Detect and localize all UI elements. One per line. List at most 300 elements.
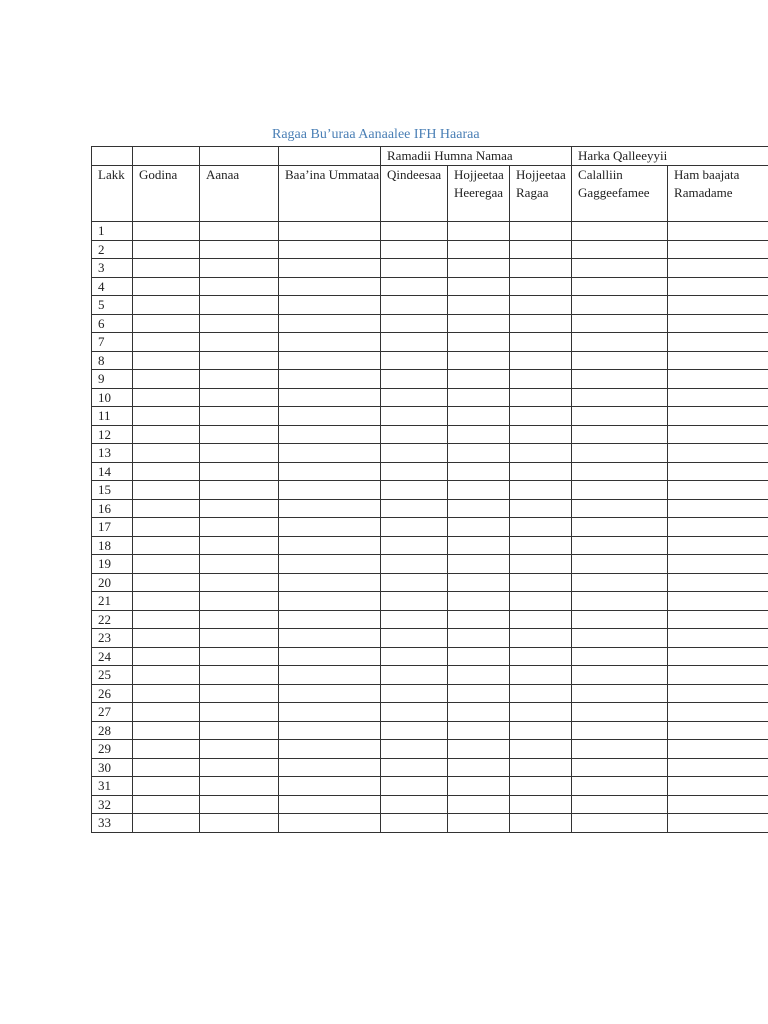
data-cell[interactable] [448, 296, 510, 315]
data-cell[interactable] [279, 259, 381, 278]
data-cell[interactable] [510, 536, 572, 555]
data-cell[interactable] [200, 425, 279, 444]
data-cell[interactable] [448, 259, 510, 278]
data-cell[interactable] [279, 277, 381, 296]
data-cell[interactable] [133, 629, 200, 648]
data-cell[interactable] [279, 555, 381, 574]
row-number: 27 [92, 703, 133, 722]
data-cell[interactable] [200, 222, 279, 241]
data-cell[interactable] [448, 370, 510, 389]
data-cell[interactable] [448, 758, 510, 777]
data-cell[interactable] [572, 555, 668, 574]
data-cell[interactable] [381, 647, 448, 666]
data-cell[interactable] [381, 777, 448, 796]
data-cell[interactable] [133, 703, 200, 722]
data-cell[interactable] [448, 462, 510, 481]
data-cell[interactable] [200, 555, 279, 574]
empty-header-cell[interactable] [133, 147, 200, 166]
data-cell[interactable] [668, 629, 768, 648]
data-cell[interactable] [200, 666, 279, 685]
data-cell[interactable] [572, 647, 668, 666]
data-cell[interactable] [381, 314, 448, 333]
data-cell[interactable] [448, 222, 510, 241]
data-cell[interactable] [668, 425, 768, 444]
data-cell[interactable] [448, 444, 510, 463]
data-cell[interactable] [510, 703, 572, 722]
data-cell[interactable] [510, 462, 572, 481]
data-cell[interactable] [510, 629, 572, 648]
data-cell[interactable] [572, 592, 668, 611]
table-row [92, 425, 768, 444]
data-cell[interactable] [381, 592, 448, 611]
data-cell[interactable] [510, 388, 572, 407]
data-cell[interactable] [510, 351, 572, 370]
data-cell[interactable] [510, 481, 572, 500]
data-cell[interactable] [510, 425, 572, 444]
data-cell[interactable] [448, 555, 510, 574]
data-cell[interactable] [279, 777, 381, 796]
data-cell[interactable] [668, 314, 768, 333]
data-cell[interactable] [572, 629, 668, 648]
data-cell[interactable] [279, 333, 381, 352]
empty-header-cell[interactable] [279, 147, 381, 166]
data-cell[interactable] [279, 370, 381, 389]
row-number: 2 [92, 240, 133, 259]
data-cell[interactable] [668, 758, 768, 777]
register-table [91, 146, 768, 833]
data-cell[interactable] [381, 296, 448, 315]
data-cell[interactable] [668, 592, 768, 611]
data-cell[interactable] [510, 370, 572, 389]
data-cell[interactable] [572, 814, 668, 833]
data-cell[interactable] [279, 314, 381, 333]
data-cell[interactable] [572, 721, 668, 740]
data-cell[interactable] [572, 259, 668, 278]
data-cell[interactable] [133, 518, 200, 537]
data-cell[interactable] [572, 240, 668, 259]
data-cell[interactable] [668, 666, 768, 685]
data-cell[interactable] [133, 647, 200, 666]
data-cell[interactable] [133, 555, 200, 574]
data-cell[interactable] [572, 518, 668, 537]
data-cell[interactable] [381, 481, 448, 500]
data-cell[interactable] [381, 425, 448, 444]
data-cell[interactable] [448, 592, 510, 611]
data-cell[interactable] [200, 370, 279, 389]
data-cell[interactable] [510, 777, 572, 796]
data-cell[interactable] [572, 795, 668, 814]
data-cell[interactable] [510, 222, 572, 241]
data-cell[interactable] [572, 462, 668, 481]
data-cell[interactable] [572, 573, 668, 592]
data-cell[interactable] [510, 407, 572, 426]
data-cell[interactable] [200, 351, 279, 370]
data-cell[interactable] [668, 647, 768, 666]
data-cell[interactable] [668, 499, 768, 518]
data-cell[interactable] [510, 573, 572, 592]
data-cell[interactable] [668, 740, 768, 759]
data-cell[interactable] [133, 259, 200, 278]
data-cell[interactable] [381, 351, 448, 370]
data-cell[interactable] [381, 555, 448, 574]
data-cell[interactable] [510, 333, 572, 352]
data-cell[interactable] [510, 296, 572, 315]
data-cell[interactable] [668, 721, 768, 740]
data-cell[interactable] [279, 407, 381, 426]
data-cell[interactable] [200, 518, 279, 537]
data-cell[interactable] [381, 536, 448, 555]
data-cell[interactable] [200, 277, 279, 296]
data-cell[interactable] [448, 536, 510, 555]
data-cell[interactable] [279, 425, 381, 444]
data-cell[interactable] [668, 555, 768, 574]
data-cell[interactable] [668, 536, 768, 555]
data-cell[interactable] [133, 240, 200, 259]
data-cell[interactable] [200, 481, 279, 500]
group-header-row [92, 147, 768, 166]
data-cell[interactable] [572, 351, 668, 370]
data-cell[interactable] [510, 259, 572, 278]
data-cell[interactable] [133, 388, 200, 407]
data-cell[interactable] [510, 814, 572, 833]
data-cell[interactable] [510, 277, 572, 296]
data-cell[interactable] [572, 536, 668, 555]
data-cell[interactable] [448, 721, 510, 740]
data-cell[interactable] [381, 703, 448, 722]
data-cell[interactable] [279, 647, 381, 666]
data-cell[interactable] [510, 444, 572, 463]
data-cell[interactable] [279, 388, 381, 407]
row-number: 15 [92, 481, 133, 500]
data-cell[interactable] [381, 573, 448, 592]
table-row [92, 814, 768, 833]
data-cell[interactable] [448, 814, 510, 833]
data-cell[interactable] [133, 444, 200, 463]
data-cell[interactable] [381, 518, 448, 537]
data-cell[interactable] [668, 407, 768, 426]
data-cell[interactable] [510, 592, 572, 611]
data-cell[interactable] [133, 462, 200, 481]
data-cell[interactable] [200, 592, 279, 611]
row-number: 21 [92, 592, 133, 611]
data-cell[interactable] [200, 240, 279, 259]
data-cell[interactable] [448, 610, 510, 629]
column-header-ham-baajata: Ham baajata Ramadame [668, 166, 768, 222]
data-cell[interactable] [279, 444, 381, 463]
data-cell[interactable] [572, 777, 668, 796]
data-cell[interactable] [133, 814, 200, 833]
data-cell[interactable] [381, 499, 448, 518]
row-number: 3 [92, 259, 133, 278]
data-cell[interactable] [133, 573, 200, 592]
data-cell[interactable] [200, 259, 279, 278]
data-cell[interactable] [510, 721, 572, 740]
data-cell[interactable] [279, 222, 381, 241]
data-cell[interactable] [572, 703, 668, 722]
data-cell[interactable] [200, 536, 279, 555]
table-row [92, 277, 768, 296]
data-cell[interactable] [448, 407, 510, 426]
data-cell[interactable] [279, 481, 381, 500]
data-cell[interactable] [200, 333, 279, 352]
data-cell[interactable] [448, 518, 510, 537]
column-header-aanaa: Aanaa [200, 166, 279, 222]
data-cell[interactable] [200, 721, 279, 740]
column-header-lakk: Lakk [92, 166, 133, 222]
data-cell[interactable] [572, 425, 668, 444]
data-cell[interactable] [279, 536, 381, 555]
data-cell[interactable] [381, 259, 448, 278]
data-cell[interactable] [133, 777, 200, 796]
data-cell[interactable] [448, 481, 510, 500]
data-cell[interactable] [200, 296, 279, 315]
data-cell[interactable] [200, 684, 279, 703]
table-row [92, 573, 768, 592]
data-cell[interactable] [133, 333, 200, 352]
data-cell[interactable] [510, 666, 572, 685]
data-cell[interactable] [279, 814, 381, 833]
data-cell[interactable] [200, 740, 279, 759]
data-cell[interactable] [133, 425, 200, 444]
data-cell[interactable] [668, 277, 768, 296]
data-cell[interactable] [381, 629, 448, 648]
data-cell[interactable] [200, 814, 279, 833]
data-cell[interactable] [133, 499, 200, 518]
row-number: 8 [92, 351, 133, 370]
data-cell[interactable] [133, 407, 200, 426]
table-row [92, 629, 768, 648]
table-row [92, 222, 768, 241]
table-row [92, 462, 768, 481]
data-cell[interactable] [381, 388, 448, 407]
data-cell[interactable] [381, 333, 448, 352]
data-cell[interactable] [572, 277, 668, 296]
data-cell[interactable] [668, 388, 768, 407]
data-cell[interactable] [381, 240, 448, 259]
data-cell[interactable] [133, 351, 200, 370]
data-cell[interactable] [279, 684, 381, 703]
data-cell[interactable] [381, 462, 448, 481]
data-cell[interactable] [279, 629, 381, 648]
data-cell[interactable] [572, 314, 668, 333]
data-cell[interactable] [448, 277, 510, 296]
data-cell[interactable] [448, 573, 510, 592]
data-cell[interactable] [668, 259, 768, 278]
data-cell[interactable] [279, 758, 381, 777]
table-row [92, 518, 768, 537]
data-cell[interactable] [668, 333, 768, 352]
data-cell[interactable] [448, 684, 510, 703]
table-row [92, 388, 768, 407]
data-cell[interactable] [133, 666, 200, 685]
data-cell[interactable] [133, 277, 200, 296]
data-cell[interactable] [200, 407, 279, 426]
data-cell[interactable] [572, 296, 668, 315]
data-cell[interactable] [668, 610, 768, 629]
data-cell[interactable] [279, 721, 381, 740]
data-cell[interactable] [133, 314, 200, 333]
data-cell[interactable] [448, 351, 510, 370]
data-cell[interactable] [668, 573, 768, 592]
data-cell[interactable] [133, 222, 200, 241]
data-cell[interactable] [448, 795, 510, 814]
data-cell[interactable] [572, 740, 668, 759]
data-cell[interactable] [200, 629, 279, 648]
data-cell[interactable] [381, 740, 448, 759]
data-cell[interactable] [133, 592, 200, 611]
data-cell[interactable] [572, 333, 668, 352]
data-cell[interactable] [572, 388, 668, 407]
data-cell[interactable] [133, 684, 200, 703]
data-cell[interactable] [668, 684, 768, 703]
data-cell[interactable] [448, 629, 510, 648]
data-cell[interactable] [510, 555, 572, 574]
data-cell[interactable] [448, 333, 510, 352]
data-cell[interactable] [668, 703, 768, 722]
row-number: 11 [92, 407, 133, 426]
data-cell[interactable] [668, 351, 768, 370]
empty-header-cell[interactable] [92, 147, 133, 166]
data-cell[interactable] [381, 814, 448, 833]
data-cell[interactable] [279, 610, 381, 629]
data-cell[interactable] [381, 610, 448, 629]
row-number: 31 [92, 777, 133, 796]
data-cell[interactable] [381, 721, 448, 740]
data-cell[interactable] [448, 388, 510, 407]
data-cell[interactable] [448, 703, 510, 722]
data-cell[interactable] [279, 592, 381, 611]
data-cell[interactable] [200, 610, 279, 629]
data-cell[interactable] [572, 684, 668, 703]
data-cell[interactable] [133, 296, 200, 315]
column-header-hojjeetaa-ragaa: Hojjeetaa Ragaa [510, 166, 572, 222]
data-cell[interactable] [200, 499, 279, 518]
data-cell[interactable] [133, 536, 200, 555]
data-cell[interactable] [572, 407, 668, 426]
data-cell[interactable] [133, 740, 200, 759]
data-cell[interactable] [668, 222, 768, 241]
data-cell[interactable] [200, 758, 279, 777]
data-cell[interactable] [510, 314, 572, 333]
data-cell[interactable] [668, 814, 768, 833]
data-cell[interactable] [279, 666, 381, 685]
data-cell[interactable] [448, 240, 510, 259]
data-cell[interactable] [279, 740, 381, 759]
data-cell[interactable] [279, 351, 381, 370]
data-cell[interactable] [279, 499, 381, 518]
data-cell[interactable] [668, 518, 768, 537]
data-cell[interactable] [448, 740, 510, 759]
data-cell[interactable] [510, 740, 572, 759]
data-cell[interactable] [572, 370, 668, 389]
column-header-hojjeetaa-heeregaa: Hojjeetaa Heeregaa [448, 166, 510, 222]
data-cell[interactable] [668, 777, 768, 796]
data-cell[interactable] [200, 777, 279, 796]
data-cell[interactable] [510, 647, 572, 666]
data-cell[interactable] [668, 462, 768, 481]
table-row [92, 407, 768, 426]
data-cell[interactable] [572, 444, 668, 463]
data-cell[interactable] [448, 314, 510, 333]
data-cell[interactable] [448, 647, 510, 666]
data-cell[interactable] [510, 684, 572, 703]
empty-header-cell[interactable] [200, 147, 279, 166]
data-cell[interactable] [572, 481, 668, 500]
data-cell[interactable] [200, 795, 279, 814]
data-cell[interactable] [200, 647, 279, 666]
data-cell[interactable] [279, 462, 381, 481]
data-cell[interactable] [510, 758, 572, 777]
data-cell[interactable] [668, 296, 768, 315]
data-cell[interactable] [381, 684, 448, 703]
data-cell[interactable] [279, 703, 381, 722]
data-cell[interactable] [510, 499, 572, 518]
row-number: 4 [92, 277, 133, 296]
data-cell[interactable] [279, 296, 381, 315]
data-cell[interactable] [200, 444, 279, 463]
data-cell[interactable] [381, 758, 448, 777]
data-cell[interactable] [200, 703, 279, 722]
data-cell[interactable] [510, 610, 572, 629]
data-cell[interactable] [200, 388, 279, 407]
data-cell[interactable] [668, 481, 768, 500]
data-cell[interactable] [133, 610, 200, 629]
data-cell[interactable] [279, 795, 381, 814]
data-cell[interactable] [279, 518, 381, 537]
data-cell[interactable] [381, 666, 448, 685]
data-cell[interactable] [668, 444, 768, 463]
data-cell[interactable] [133, 721, 200, 740]
data-cell[interactable] [510, 240, 572, 259]
table-row [92, 351, 768, 370]
data-cell[interactable] [279, 240, 381, 259]
data-cell[interactable] [381, 444, 448, 463]
data-cell[interactable] [200, 462, 279, 481]
data-cell[interactable] [572, 758, 668, 777]
data-cell[interactable] [279, 573, 381, 592]
data-cell[interactable] [510, 795, 572, 814]
data-cell[interactable] [133, 370, 200, 389]
data-cell[interactable] [381, 277, 448, 296]
page-title: Ragaa Bu’uraa Aanaalee IFH Haaraa [272, 127, 480, 142]
data-cell[interactable] [200, 314, 279, 333]
data-cell[interactable] [572, 222, 668, 241]
data-cell[interactable] [668, 240, 768, 259]
data-cell[interactable] [572, 666, 668, 685]
data-cell[interactable] [448, 777, 510, 796]
data-cell[interactable] [668, 795, 768, 814]
data-cell[interactable] [381, 370, 448, 389]
data-cell[interactable] [200, 573, 279, 592]
data-cell[interactable] [133, 481, 200, 500]
data-cell[interactable] [448, 499, 510, 518]
data-cell[interactable] [572, 499, 668, 518]
data-cell[interactable] [381, 407, 448, 426]
data-cell[interactable] [133, 758, 200, 777]
data-cell[interactable] [133, 795, 200, 814]
data-cell[interactable] [381, 795, 448, 814]
data-cell[interactable] [572, 610, 668, 629]
table-body [92, 222, 768, 833]
data-cell[interactable] [381, 222, 448, 241]
row-number: 25 [92, 666, 133, 685]
row-number: 18 [92, 536, 133, 555]
data-cell[interactable] [448, 425, 510, 444]
data-cell[interactable] [510, 518, 572, 537]
data-cell[interactable] [448, 666, 510, 685]
data-cell[interactable] [668, 370, 768, 389]
row-number: 9 [92, 370, 133, 389]
